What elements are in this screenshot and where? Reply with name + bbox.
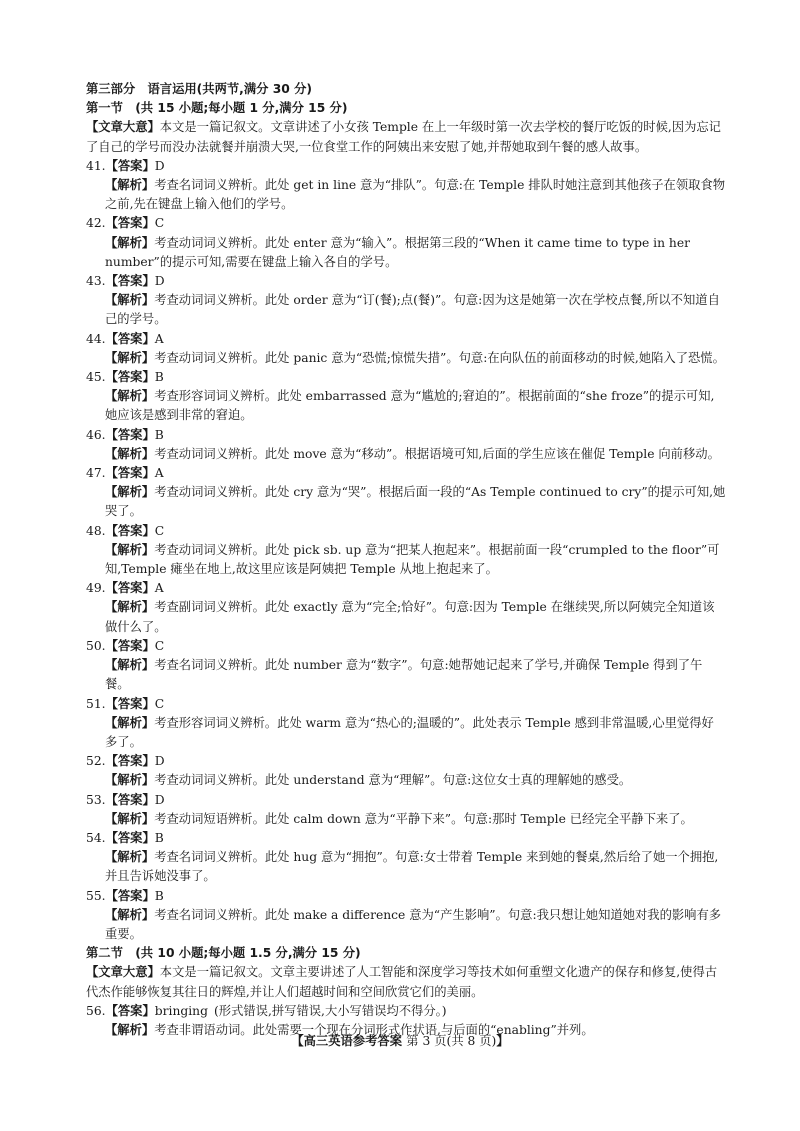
item-number: 47. — [86, 466, 106, 481]
item-number: 49. — [86, 581, 106, 596]
summary-tag: 【文章大意】 — [86, 965, 160, 980]
answer-item — [86, 272, 726, 291]
explanation — [86, 349, 726, 368]
explain-text: 考查动词词义辨析。此处 cry 意为“哭”。根据后面一段的“As Temple continued to cry”的提示可知,她哭了。 — [105, 485, 726, 519]
answer-tag: 【答案】 — [105, 638, 155, 653]
item-number: 55. — [86, 888, 106, 903]
explanation — [86, 483, 726, 521]
answer-item — [86, 579, 726, 598]
footer-close: 】 — [496, 1034, 509, 1048]
answer-list — [86, 157, 726, 944]
explain-tag: 【解析】 — [105, 178, 155, 193]
answer-tag: 【答案】 — [105, 1003, 155, 1018]
answer-value: A — [154, 466, 164, 481]
item-number: 44. — [86, 331, 106, 346]
explain-tag: 【解析】 — [105, 485, 155, 500]
summary-text: 本文是一篇记叙文。文章主要讲述了人工智能和深度学习等技术如何重塑文化遗产的保存和修复,使得古代杰作能够恢复其往日的辉煌,并让人们超越时间和空间欣赏它们的美丽。 — [86, 965, 718, 999]
item-number: 42. — [86, 216, 106, 231]
footer-title: 【高三英语参考答案 — [291, 1034, 402, 1048]
explanation — [86, 771, 726, 790]
answer-value: C — [154, 696, 165, 711]
answer-item — [86, 368, 726, 387]
explanation — [86, 714, 726, 752]
answer-item — [86, 157, 726, 176]
item-number: 45. — [86, 370, 106, 385]
explain-text: 考查名词词义辨析。此处 number 意为“数字”。句意:她帮她记起来了学号,并确保 Temple 得到了午餐。 — [105, 658, 703, 692]
explanation — [86, 176, 726, 214]
item-number: 54. — [86, 830, 106, 845]
answer-value: C — [154, 638, 165, 653]
explain-text: 考查动词词义辨析。此处 understand 意为“理解”。句意:这位女士真的理解她的感受。 — [154, 773, 632, 788]
item-number: 43. — [86, 274, 106, 289]
explain-tag: 【解析】 — [105, 907, 155, 922]
explanation — [86, 906, 726, 944]
explain-tag: 【解析】 — [105, 293, 155, 308]
explain-tag: 【解析】 — [105, 715, 155, 730]
answer-value: B — [154, 370, 164, 385]
answer-tag: 【答案】 — [105, 331, 155, 346]
answer-tag: 【答案】 — [105, 274, 155, 289]
explain-tag: 【解析】 — [105, 850, 155, 865]
answer-tag: 【答案】 — [105, 754, 155, 769]
explain-tag: 【解析】 — [105, 811, 155, 826]
answer-item — [86, 426, 726, 445]
explain-text: 考查名词词义辨析。此处 hug 意为“拥抱”。句意:女士带着 Temple 来到她的餐桌,然后给了她一个拥抱,并且告诉她没事了。 — [105, 850, 719, 884]
section-1-summary — [86, 118, 726, 156]
item-number: 53. — [86, 792, 106, 807]
answer-tag: 【答案】 — [105, 830, 155, 845]
answer-tag: 【答案】 — [105, 792, 155, 807]
explanation — [86, 656, 726, 694]
item-number: 46. — [86, 427, 106, 442]
explanation — [86, 848, 726, 886]
answer-value: B — [154, 830, 164, 845]
answer-value: C — [154, 523, 165, 538]
answer-value: C — [154, 216, 165, 231]
explanation — [86, 445, 726, 464]
answer-value: D — [154, 158, 165, 173]
answer-value: D — [154, 754, 165, 769]
answer-tag: 【答案】 — [105, 523, 155, 538]
answer-tag: 【答案】 — [105, 466, 155, 481]
answer-value: B — [154, 888, 164, 903]
answer-item-56 — [86, 1002, 726, 1021]
answer-tag: 【答案】 — [105, 158, 155, 173]
explain-text: 考查动词词义辨析。此处 order 意为“订(餐);点(餐)”。句意:因为这是她第一次在学校点餐,所以不知道自己的学号。 — [105, 293, 720, 327]
explain-tag: 【解析】 — [105, 542, 155, 557]
summary-text: 本文是一篇记叙文。文章讲述了小女孩 Temple 在上一年级时第一次去学校的餐厅吃饭的时候,因为忘记了自己的学号而没办法就餐并崩溃大哭,一位食堂工作的阿姨出来安慰了她,并帮她取到午餐的感人故事。 — [86, 120, 721, 154]
answer-value: D — [154, 792, 165, 807]
explain-tag: 【解析】 — [105, 658, 155, 673]
answer-tag: 【答案】 — [105, 216, 155, 231]
summary-tag: 【文章大意】 — [86, 120, 160, 135]
answer-note: (形式错误,拼写错误,大小写错误均不得分。) — [213, 1003, 447, 1018]
explain-tag: 【解析】 — [105, 350, 155, 365]
item-number: 41. — [86, 158, 106, 173]
answer-page — [86, 80, 726, 1040]
answer-tag: 【答案】 — [105, 427, 155, 442]
answer-value: D — [154, 274, 165, 289]
explain-text: 考查名词词义辨析。此处 get in line 意为“排队”。句意:在 Temple 排队时她注意到其他孩子在领取食物之前,先在键盘上输入他们的学号。 — [105, 178, 726, 212]
explain-text: 考查动词词义辨析。此处 enter 意为“输入”。根据第三段的“When it came time to type in her number”的提示可知,需要在键盘上输入各自的学号。 — [105, 235, 690, 269]
section-2-title: 第二节 (共 10 小题;每小题 1.5 分,满分 15 分) — [86, 946, 361, 961]
answer-value: bringing — [154, 1003, 208, 1018]
explain-text: 考查形容词词义辨析。此处 warm 意为“热心的;温暖的”。此处表示 Temple 感到非常温暖,心里觉得好多了。 — [105, 715, 714, 749]
explain-tag: 【解析】 — [105, 235, 155, 250]
answer-item — [86, 829, 726, 848]
explain-text: 考查动词短语辨析。此处 calm down 意为“平静下来”。句意:那时 Temple 已经完全平静下来了。 — [154, 811, 693, 826]
answer-value: A — [154, 331, 164, 346]
explain-tag: 【解析】 — [105, 1022, 155, 1037]
answer-item — [86, 637, 726, 656]
answer-tag: 【答案】 — [105, 370, 155, 385]
explanation — [86, 291, 726, 329]
explain-text: 考查名词词义辨析。此处 make a difference 意为“产生影响”。句意:我只想让她知道她对我的影响有多重要。 — [105, 907, 722, 941]
explanation — [86, 810, 726, 829]
answer-item — [86, 695, 726, 714]
section-1-title: 第一节 (共 15 小题;每小题 1 分,满分 15 分) — [86, 101, 348, 116]
answer-value: B — [154, 427, 164, 442]
answer-tag: 【答案】 — [105, 696, 155, 711]
page-footer — [0, 1031, 800, 1049]
answer-item — [86, 214, 726, 233]
item-number: 56. — [86, 1003, 106, 1018]
explain-text: 考查非谓语动词。此处需要一个现在分词形式作状语,与后面的“enabling”并列。 — [154, 1022, 594, 1037]
explain-tag: 【解析】 — [105, 446, 155, 461]
item-number: 48. — [86, 523, 106, 538]
explain-tag: 【解析】 — [105, 389, 155, 404]
answer-item — [86, 791, 726, 810]
answer-item — [86, 887, 726, 906]
item-number: 50. — [86, 638, 106, 653]
answer-tag: 【答案】 — [105, 888, 155, 903]
explanation — [86, 598, 726, 636]
answer-item — [86, 330, 726, 349]
answer-item — [86, 752, 726, 771]
answer-value: A — [154, 581, 164, 596]
answer-item — [86, 464, 726, 483]
explain-tag: 【解析】 — [105, 773, 155, 788]
explain-text: 考查副词词义辨析。此处 exactly 意为“完全;恰好”。句意:因为 Temple 在继续哭,所以阿姨完全知道该做什么了。 — [105, 600, 715, 634]
explanation — [86, 541, 726, 579]
explain-text: 考查动词词义辨析。此处 move 意为“移动”。根据语境可知,后面的学生应该在催促 Temple 向前移动。 — [154, 446, 720, 461]
part-title: 第三部分 语言运用(共两节,满分 30 分) — [86, 82, 313, 96]
item-number: 52. — [86, 754, 106, 769]
explanation — [86, 387, 726, 425]
explain-text: 考查形容词词义辨析。此处 embarrassed 意为“尴尬的;窘迫的”。根据前面的“she froze”的提示可知,她应该是感到非常的窘迫。 — [105, 389, 715, 423]
explain-text: 考查动词词义辨析。此处 pick sb. up 意为“把某人抱起来”。根据前面一段“crumpled to the floor”可知,Temple 瘫坐在地上,故这里应该是阿姨把 Temple 从地上抱起来了。 — [105, 542, 720, 577]
section-2-summary — [86, 963, 726, 1001]
explanation — [86, 234, 726, 272]
item-number: 51. — [86, 696, 106, 711]
explain-text: 考查动词词义辨析。此处 panic 意为“恐慌;惊慌失措”。句意:在向队伍的前面移动的时候,她陷入了恐慌。 — [154, 350, 725, 365]
answer-item — [86, 522, 726, 541]
footer-page-number: 第 3 页(共 8 页) — [406, 1034, 497, 1048]
answer-tag: 【答案】 — [105, 581, 155, 596]
explain-tag: 【解析】 — [105, 600, 155, 615]
